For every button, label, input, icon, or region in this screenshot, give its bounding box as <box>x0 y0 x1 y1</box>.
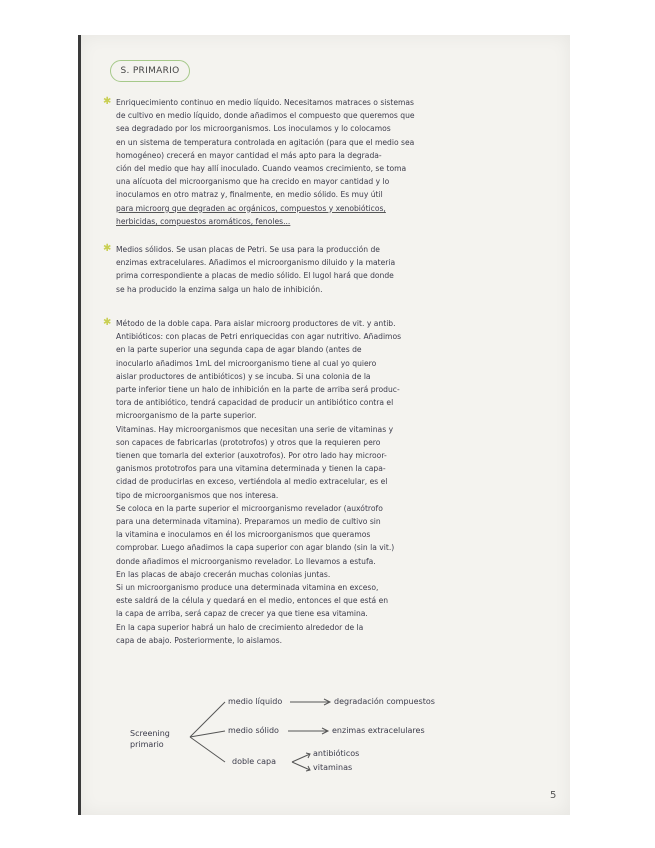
text-line: parte inferior tiene un halo de inhibición en la parte de arriba será produc- <box>116 385 400 395</box>
text-line: Antibióticos: con placas de Petri enriquecidas con agar nutritivo. Añadimos <box>116 332 402 342</box>
text-line: Vitaminas. Hay microorganismos que necesitan una serie de vitaminas y <box>116 424 394 434</box>
text-line: la capa de arriba, será capaz de crecer ya que tiene esa vitamina. <box>116 609 368 619</box>
arrow-icon <box>292 762 310 771</box>
section-title: S. PRIMARIO <box>120 66 180 76</box>
bullet-star-icon: ✱ <box>103 96 112 107</box>
branch-result-antibioticos: antibióticos <box>313 749 360 758</box>
text-line: este saldrá de la célula y quedará en el medio, entonces el que está en <box>116 596 389 606</box>
bullet-star-icon: ✱ <box>103 243 112 254</box>
text-line: En la capa superior habrá un halo de crecimiento alrededor de la <box>116 622 364 632</box>
text-line: para microorg que degraden ac orgánicos, compuestos y xenobióticos, <box>116 203 386 213</box>
text-line: comprobar. Luego añadimos la capa superior con agar blando (sin la vit.) <box>116 543 395 553</box>
text-line: capa de abajo. Posteriormente, lo aislamos. <box>116 635 283 645</box>
diagram-root-label: Screening primario <box>130 729 170 749</box>
branch-result-vitaminas: vitaminas <box>313 763 353 772</box>
text-line: sea degradado por los microorganismos. Los inoculamos y lo colocamos <box>116 124 391 134</box>
text-line: prima correspondiente a placas de medio sólido. El lugol hará que donde <box>116 271 394 281</box>
text-line: En las placas de abajo crecerán muchas colonias juntas. <box>116 569 331 579</box>
text-line: en la parte superior una segunda capa de agar blando (antes de <box>116 345 362 355</box>
arrow-icon <box>288 728 328 734</box>
text-line: ción del medio que hay allí inoculado. Cuando veamos crecimiento, se toma <box>116 164 407 174</box>
text-line: donde añadimos el microorganismo revelador. Lo llevamos a estufa. <box>116 556 376 566</box>
text-line: Medios sólidos. Se usan placas de Petri. Se usa para la producción de <box>116 245 380 254</box>
text-line: homogéneo) crecerá en mayor cantidad el más apto para la degrada- <box>116 150 382 160</box>
arrow-icon <box>290 699 330 705</box>
text-line: tora de antibiótico, tendrá capacidad de producir un antibiótico contra el <box>116 398 394 408</box>
text-line: microorganismo de la parte superior. <box>116 411 257 421</box>
branch-label-doble-capa: doble capa <box>232 757 277 766</box>
section-title-badge <box>110 60 190 82</box>
bullet-star-icon: ✱ <box>103 317 112 328</box>
text-line: la vitamina e inoculamos en él los microorganismos que queramos <box>116 530 371 540</box>
page-number: 5 <box>550 790 557 801</box>
text-line: de cultivo en medio líquido, donde añadimos el compuesto que queremos que <box>116 111 415 121</box>
branch-label-medio-liquido: medio líquido <box>228 697 283 706</box>
branch-line <box>190 737 225 762</box>
text-line: cidad de producirlas en exceso, vertiéndola al medio extracelular, es el <box>116 477 388 487</box>
text-line: en un sistema de temperatura controlada en agitación (para que el medio sea <box>116 137 415 147</box>
text-line: ganismos prototrofos para una vitamina determinada y tienen la capa- <box>116 464 386 474</box>
text-line: enzimas extracelulares. Añadimos el microorganismo diluido y la materia <box>116 258 396 268</box>
text-line: Se coloca en la parte superior el microorganismo revelador (auxótrofo <box>116 503 383 513</box>
text-line: una alícuota del microorganismo que ha crecido en mayor cantidad y lo <box>116 177 390 187</box>
paragraph-double-layer <box>116 317 556 647</box>
branch-result-degradacion: degradación compuestos <box>334 697 435 706</box>
text-line: son capaces de fabricarlas (prototrofos) y otros que la requieren pero <box>116 437 381 447</box>
text-line: tipo de microorganismos que nos interesa. <box>116 490 279 500</box>
text-line: Enriquecimiento continuo en medio líquido. Necesitamos matraces o sistemas <box>116 98 415 107</box>
branch-result-enzimas: enzimas extracelulares <box>332 726 425 735</box>
paragraph-solid-media <box>116 243 556 296</box>
paragraph-enrichment <box>116 96 556 228</box>
text-line: para una determinada vitamina). Preparamos un medio de cultivo sin <box>116 517 381 527</box>
text-line: se ha producido la enzima salga un halo de inhibición. <box>116 284 323 294</box>
text-line: tienen que tomarla del exterior (auxotrofos). Por otro lado hay microor- <box>116 451 387 461</box>
text-line: Método de la doble capa. Para aislar microorg productores de vit. y antib. <box>116 319 396 328</box>
text-line: aislar productores de antibióticos) y se incuba. Si una colonia de la <box>116 371 371 381</box>
text-line: herbicidas, compuestos aromáticos, fenoles... <box>116 216 291 226</box>
page-edge-shadow <box>78 35 81 815</box>
arrow-icon <box>292 753 310 762</box>
text-line: Si un microorganismo produce una determinada vitamina en exceso, <box>116 583 379 593</box>
branch-label-medio-solido: medio sólido <box>228 726 279 735</box>
text-line: inoculamos en otro matraz y, finalmente, en medio sólido. Es muy útil <box>116 190 383 200</box>
text-line: inocularlo añadimos 1mL del microorganismo tiene al cual yo quiero <box>116 358 377 368</box>
